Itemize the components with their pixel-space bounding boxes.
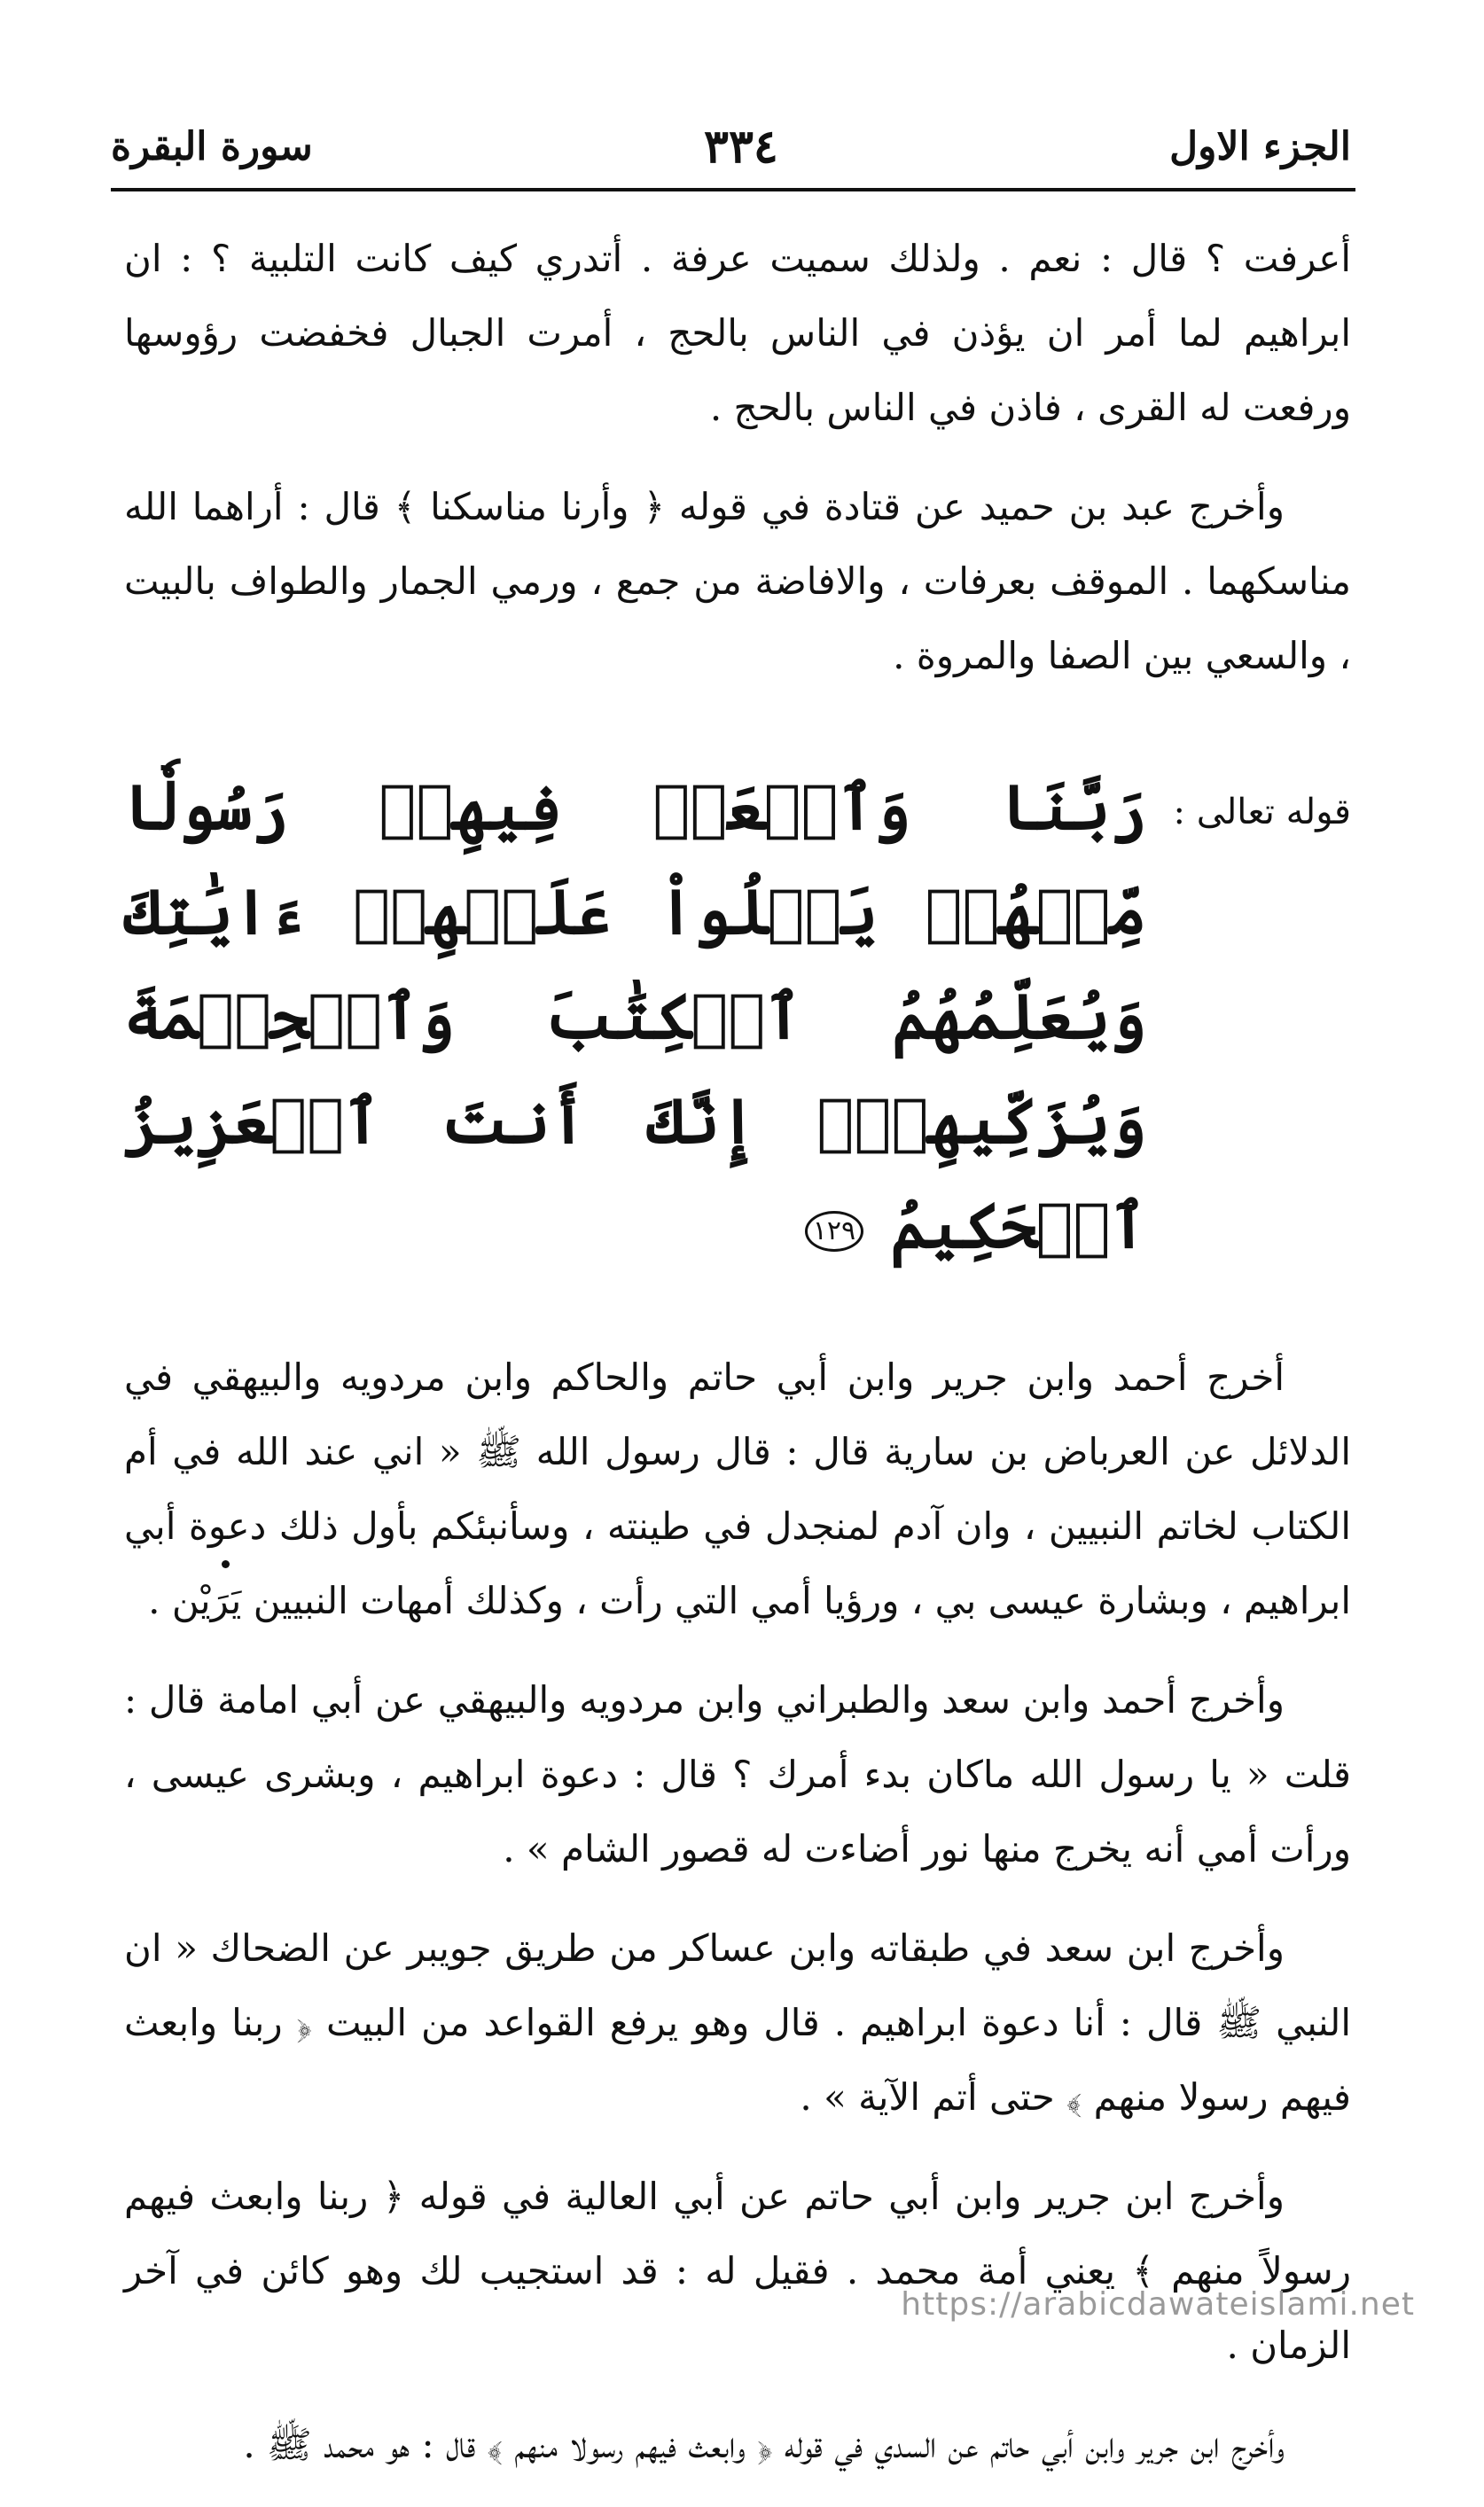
paragraph: أخرج أحمد وابن جرير وابن أبي حاتم والحاكم وابن مردويه والبيهقي في الدلائل عن العرباض بن سارية قال : قال رسول الله ﷺ « اني عند الله في أم الكتاب لخاتم النبيين ، وان آدم لمنجدل في طينته ، وسأنبئكم بأول ذلك دعوة أبي ابراهيم ، وبشارة عيسى بي ، ورؤيا أمي التي رأت ، وكذلك أمهات النبيين يَرَيْن .	[124, 1355, 1351, 1622]
paragraph: وأخرج عبد بن حميد عن قتادة في قوله ﴿ وأرنا مناسكنا ﴾ قال : أراهما الله مناسكهما . الموقف بعرفات ، والافاضة من جمع ، ورمي الجمار والطواف بالبيت ، والسعي بين الصفا والمروة .	[124, 485, 1351, 677]
page-body	[124, 222, 1351, 2507]
quran-verse-block	[124, 755, 1351, 1278]
quran-verse-text	[124, 755, 1147, 1278]
paragraph: وأخرج أحمد وابن سعد والطبراني وابن مردويه والبيهقي عن أبي امامة قال : قلت « يا رسول الله ماكان بدء أمرك ؟ قال : دعوة ابراهيم ، وبشرى عيسى ، ورأت أمي أنه يخرج منها نور أضاءت له قصور الشام » .	[124, 1678, 1351, 1870]
watermark-url: https://arabicdawateislami.net	[901, 2286, 1415, 2323]
verse-intro: قوله تعالى :	[1173, 792, 1351, 832]
paragraph: وأخرج ابن جرير وابن أبي حاتم عن السدي في قوله ﴿ وابعث فيهم رسولا منهم ﴾ قال : هو محمد ﷺ .	[243, 2423, 1285, 2466]
page-number: ٣٣٤	[704, 120, 778, 174]
header-rule	[111, 188, 1355, 191]
running-header	[111, 105, 1351, 189]
stray-ink-dot	[222, 1560, 230, 1568]
volume-label: الجزء الاول	[1169, 124, 1351, 169]
paragraph: أعرفت ؟ قال : نعم . ولذلك سميت عرفة . أتدري كيف كانت التلبية ؟ : ان ابراهيم لما أمر ان يؤذن في الناس بالحج ، أمرت الجبال فخفضت رؤوسها ورفعت له القرى ، فاذن في الناس بالحج .	[124, 237, 1351, 429]
surah-label: سورة البقرة	[111, 124, 313, 169]
paragraph: وأخرج ابن جرير وابن أبي حاتم عن أبي العالية في قوله ﴿ ربنا وابعث فيهم رسولاً منهم ﴾ يعني أمة محمد . فقيل له : قد استجيب لك وهو كائن في آخر الزمان .	[124, 2175, 1351, 2367]
ayah-number-marker: ١٢٩	[805, 1211, 863, 1252]
verse-text: رَبَّنَا وَٱبۡعَثۡ فِيهِمۡ رَسُولٗا مِّنۡهُمۡ يَتۡلُواْ عَلَيۡهِمۡ ءَايَٰتِكَ وَيُعَلِّمُهُمُ ٱلۡكِتَٰبَ وَٱلۡحِكۡمَةَ وَيُزَكِّيهِمۡۖ إِنَّكَ أَنتَ ٱلۡعَزِيزُ ٱلۡحَكِيمُ	[124, 770, 1147, 1262]
paragraph: وأخرج ابن سعد في طبقاته وابن عساكر من طريق جويبر عن الضحاك « ان النبي ﷺ قال : أنا دعوة ابراهيم . قال وهو يرفع القواعد من البيت ﴿ ربنا وابعث فيهم رسولا منهم ﴾ حتى أتم الآية » .	[124, 1926, 1351, 2119]
